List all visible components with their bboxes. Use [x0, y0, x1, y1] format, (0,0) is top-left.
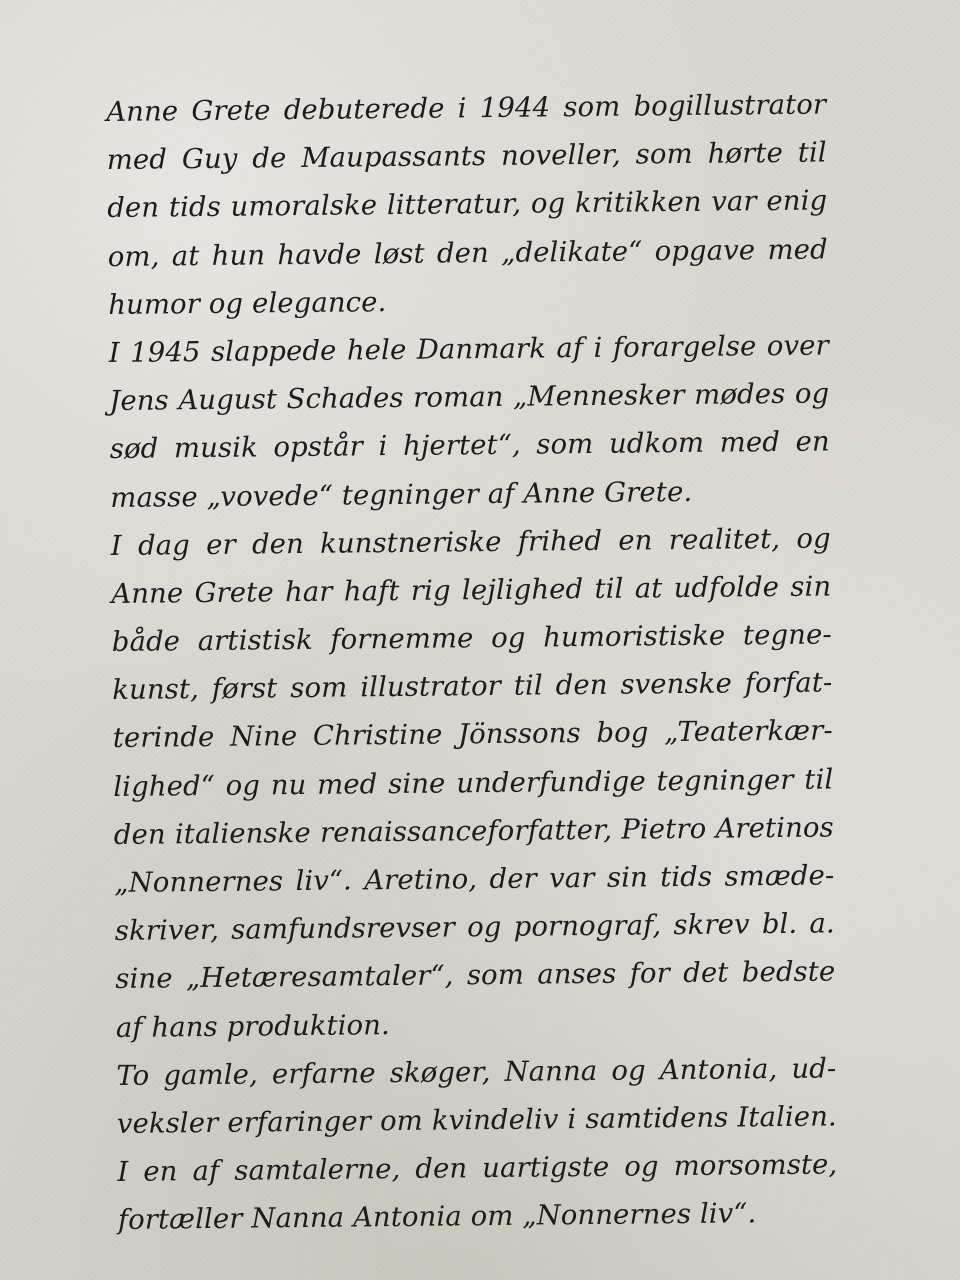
text-line: sød musik opstår i hjertet“, som udkom med en [109, 425, 830, 466]
body-text [106, 80, 838, 1244]
text-line: „Nonnernes liv“. Aretino, der var sin tids smæde- [114, 859, 835, 899]
text-line: To gamle, erfarne skøger, Nanna og Antonia, ud- [116, 1052, 837, 1092]
text-line: terinde Nine Christine Jönssons bog „Teaterkær- [112, 714, 833, 755]
text-line: den tids umoralske litteratur, og kritikken var enig [107, 184, 828, 225]
text-line: I 1945 slappede hele Danmark af i forargelse over [108, 329, 829, 369]
text-line: sine „Hetæresamtaler“, som anses for det bedste [115, 955, 836, 996]
text-line: lighed“ og nu med sine underfundige tegninger til [113, 763, 834, 803]
text-line: kunst, først som illustrator til den svenske forfat- [112, 666, 833, 707]
text-line: masse „vovede“ tegninger af Anne Grete. [110, 475, 693, 514]
text-line: Anne Grete har haft rig lejlighed til at udfolde sin [111, 570, 832, 610]
paragraph-skoger [116, 1044, 838, 1244]
paragraph-1945 [109, 321, 831, 521]
text-line: Anne Grete debuterede i 1944 som bogillustrator [106, 88, 827, 128]
text-line: både artistisk fornemme og humoristiske tegne- [111, 618, 832, 659]
text-line: med Guy de Maupassants noveller, som hørte til [106, 136, 827, 177]
text-line: humor og elegance. [108, 285, 387, 321]
text-line: skriver, samfundsrevser og pornograf, skrev bl. a. [114, 907, 835, 948]
text-line: I dag er den kunstneriske frihed en realitet, og [110, 522, 831, 562]
text-line: veksler erfaringer om kvindeliv i samtidens Italien. [116, 1100, 837, 1140]
text-line: fortæller Nanna Antonia om „Nonnernes liv“. [117, 1197, 757, 1237]
paragraph-debut [106, 80, 828, 328]
text-line: af hans produktion. [115, 1008, 391, 1044]
paragraph-i-dag [111, 514, 837, 1052]
text-line: I en af samtalerne, den uartigste og morsomste, [117, 1148, 838, 1189]
text-line: den italienske renaissanceforfatter, Pietro Aretinos [113, 811, 834, 851]
text-line: om, at hun havde løst den „delikate“ opgave med [107, 233, 828, 273]
text-line: Jens August Schades roman „Mennesker mødes og [109, 377, 830, 418]
